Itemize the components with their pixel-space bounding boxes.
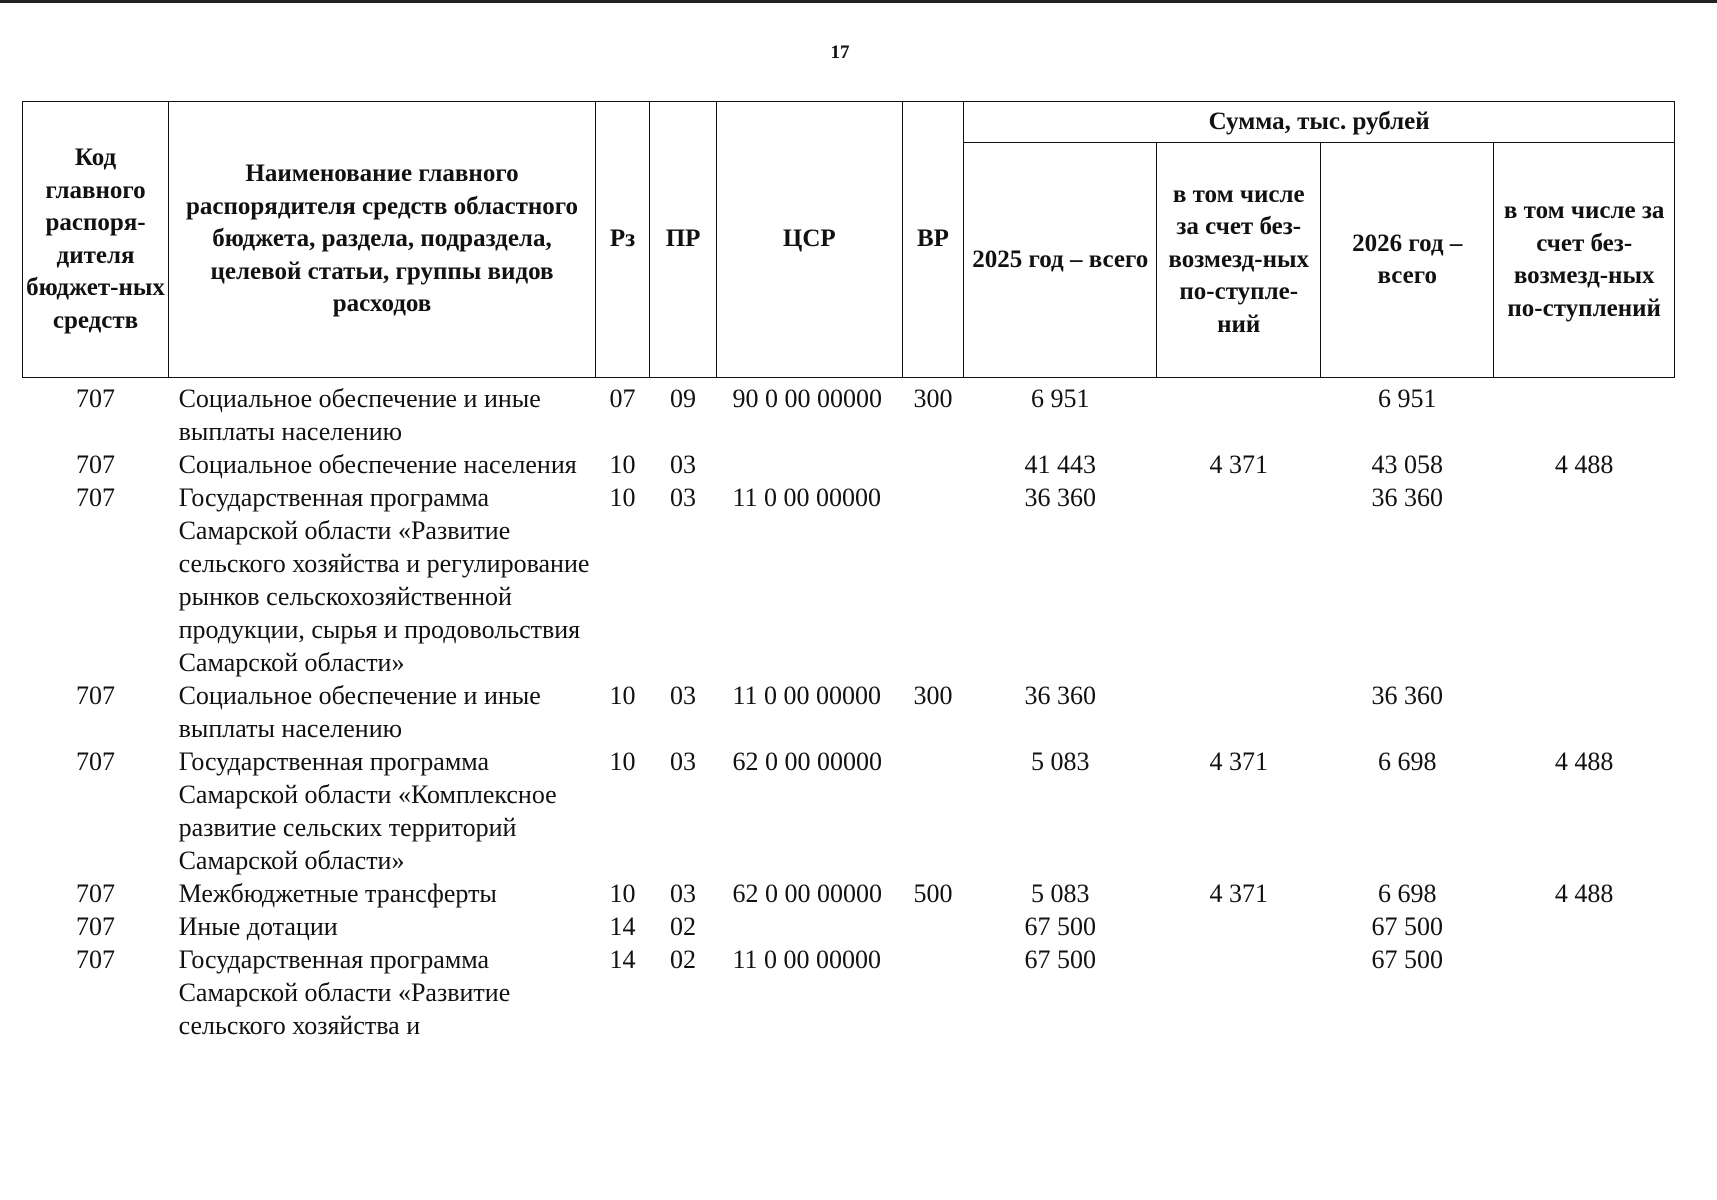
cell-code: 707 xyxy=(76,681,116,710)
cell-vr xyxy=(902,448,964,481)
header-vr: ВР xyxy=(902,102,964,378)
cell-y2025-total: 36 360 xyxy=(1024,483,1097,512)
cell-y2025-total: 67 500 xyxy=(1024,912,1097,941)
cell-csr xyxy=(716,910,902,943)
cell-vr: 500 xyxy=(913,879,953,908)
cell-vr xyxy=(902,943,964,1042)
header-2025-free: в том числе за счет без-возмезд-ных по-ступле-ний xyxy=(1157,143,1321,378)
cell-name: Социальное обеспечение и иные выплаты населению xyxy=(178,384,541,446)
cell-rz: 10 xyxy=(609,483,636,512)
header-row-1 xyxy=(23,102,1675,143)
table-row xyxy=(23,877,1675,910)
cell-y2025-free xyxy=(1157,910,1321,943)
cell-y2026-total: 67 500 xyxy=(1371,945,1443,974)
cell-vr xyxy=(902,745,964,877)
table-row xyxy=(23,481,1675,679)
header-code: Код главного распоря-дителя бюджет-ных средств xyxy=(23,102,169,378)
cell-vr: 300 xyxy=(913,681,953,710)
cell-name: Социальное обеспечение и иные выплаты населению xyxy=(178,681,541,743)
table-body xyxy=(23,378,1675,1043)
cell-csr: 11 0 00 00000 xyxy=(732,483,881,512)
cell-y2026-free xyxy=(1494,679,1675,745)
table-row xyxy=(23,679,1675,745)
cell-y2026-total: 43 058 xyxy=(1371,450,1443,479)
cell-y2026-free xyxy=(1494,943,1675,1042)
cell-y2025-free: 4 371 xyxy=(1209,747,1268,776)
cell-rz: 10 xyxy=(609,450,636,479)
cell-code: 707 xyxy=(76,879,116,908)
cell-y2025-free xyxy=(1157,481,1321,679)
page-number: 17 xyxy=(830,42,850,63)
cell-rz: 10 xyxy=(609,681,636,710)
cell-csr: 11 0 00 00000 xyxy=(732,681,881,710)
cell-y2025-total: 5 083 xyxy=(1031,879,1090,908)
cell-y2026-free xyxy=(1494,481,1675,679)
cell-vr xyxy=(902,481,964,679)
cell-y2026-total: 6 698 xyxy=(1377,879,1437,908)
cell-y2026-total: 36 360 xyxy=(1371,483,1443,512)
cell-y2025-total: 67 500 xyxy=(1024,945,1097,974)
cell-csr: 90 0 00 00000 xyxy=(732,384,882,413)
header-name: Наименование главного распорядителя средств областного бюджета, раздела, подраздела, целевой статьи, группы видов расходов xyxy=(169,102,596,378)
cell-y2025-total: 5 083 xyxy=(1031,747,1090,776)
budget-table xyxy=(22,101,1675,1042)
cell-code: 707 xyxy=(76,747,116,776)
table-header xyxy=(23,102,1675,378)
cell-y2026-total: 67 500 xyxy=(1371,912,1443,941)
cell-name: Государственная программа Самарской области «Развитие сельского хозяйства и xyxy=(178,945,511,1040)
header-pr: ПР xyxy=(650,102,717,378)
header-sum: Сумма, тыс. рублей xyxy=(964,102,1675,143)
cell-rz: 10 xyxy=(609,747,636,776)
header-2025-total: 2025 год – всего xyxy=(964,143,1157,378)
cell-y2026-free: 4 488 xyxy=(1554,879,1614,908)
table-row xyxy=(23,910,1675,943)
cell-y2026-free: 4 488 xyxy=(1554,747,1614,776)
cell-name: Иные дотации xyxy=(178,912,338,941)
cell-rz: 14 xyxy=(609,945,636,974)
cell-y2026-free xyxy=(1494,378,1675,449)
cell-vr: 300 xyxy=(913,384,953,413)
cell-name: Государственная программа Самарской области «Развитие сельского хозяйства и регулирование рынков сельскохозяйственной продукции, сырья и продовольствия Самарской области» xyxy=(178,483,590,677)
cell-y2025-free: 4 371 xyxy=(1209,450,1268,479)
cell-csr: 62 0 00 00000 xyxy=(732,747,882,776)
table-row xyxy=(23,378,1675,449)
cell-rz: 10 xyxy=(609,879,636,908)
header-2026-free: в том числе за счет без-возмезд-ных по-ступлений xyxy=(1494,143,1675,378)
cell-name: Социальное обеспечение населения xyxy=(178,450,577,479)
cell-name: Государственная программа Самарской области «Комплексное развитие сельских территорий Самарской области» xyxy=(178,747,557,875)
cell-vr xyxy=(902,910,964,943)
cell-y2025-free xyxy=(1157,943,1321,1042)
cell-code: 707 xyxy=(76,912,116,941)
cell-y2026-free: 4 488 xyxy=(1554,450,1614,479)
table-row xyxy=(23,745,1675,877)
cell-rz: 14 xyxy=(609,912,636,941)
cell-pr: 03 xyxy=(670,879,697,908)
cell-y2026-total: 36 360 xyxy=(1371,681,1443,710)
cell-rz: 07 xyxy=(609,384,636,413)
table-row xyxy=(23,448,1675,481)
cell-y2025-free xyxy=(1157,679,1321,745)
cell-y2025-total: 36 360 xyxy=(1024,681,1097,710)
cell-pr: 02 xyxy=(670,912,697,941)
cell-csr: 11 0 00 00000 xyxy=(732,945,881,974)
cell-pr: 02 xyxy=(670,945,697,974)
cell-csr: 62 0 00 00000 xyxy=(732,879,882,908)
header-csr: ЦСР xyxy=(716,102,902,378)
cell-code: 707 xyxy=(76,450,116,479)
cell-y2025-total: 41 443 xyxy=(1024,450,1097,479)
cell-y2026-total: 6 951 xyxy=(1377,384,1437,413)
cell-pr: 03 xyxy=(670,747,697,776)
cell-pr: 03 xyxy=(670,681,697,710)
cell-pr: 03 xyxy=(670,450,697,479)
cell-y2025-free: 4 371 xyxy=(1209,879,1268,908)
cell-code: 707 xyxy=(76,483,116,512)
cell-pr: 03 xyxy=(670,483,697,512)
cell-code: 707 xyxy=(76,945,116,974)
cell-pr: 09 xyxy=(670,384,697,413)
cell-y2026-free xyxy=(1494,910,1675,943)
table-row xyxy=(23,943,1675,1042)
header-rz: Рз xyxy=(595,102,649,378)
cell-csr xyxy=(716,448,902,481)
cell-code: 707 xyxy=(76,384,116,413)
cell-y2025-free xyxy=(1157,378,1321,449)
cell-name: Межбюджетные трансферты xyxy=(178,879,497,908)
cell-y2026-total: 6 698 xyxy=(1377,747,1437,776)
top-border-rule xyxy=(0,0,1717,3)
cell-y2025-total: 6 951 xyxy=(1031,384,1090,413)
header-2026-total: 2026 год – всего xyxy=(1321,143,1494,378)
